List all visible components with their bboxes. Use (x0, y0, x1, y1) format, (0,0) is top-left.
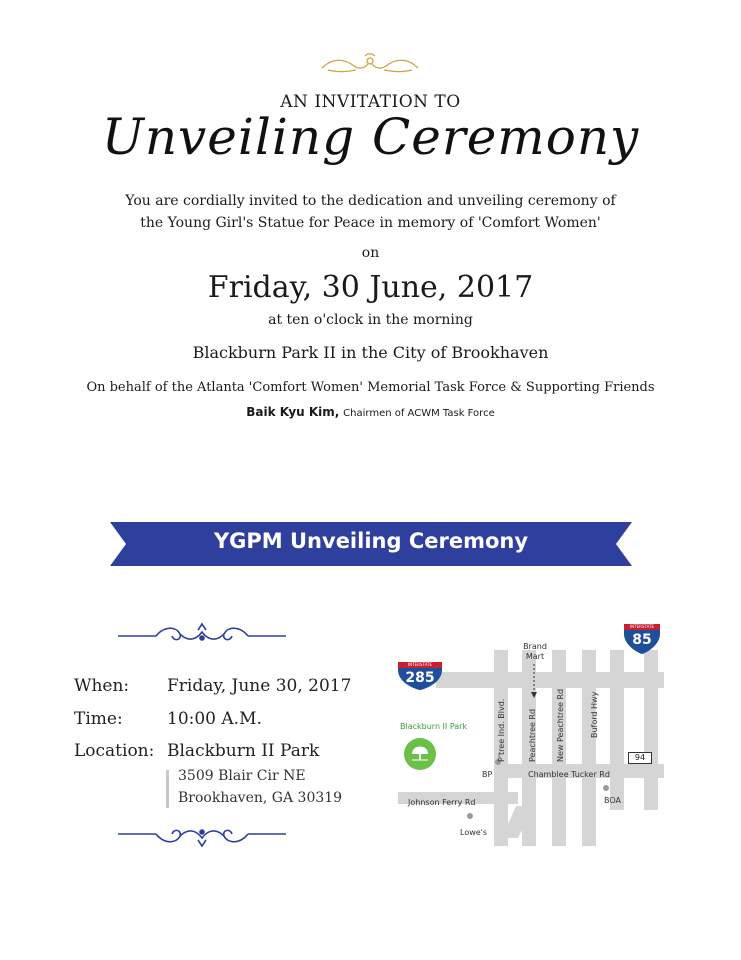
script-title: Unveiling Ceremony (101, 108, 640, 166)
shield-285-banner: INTERSTATE (408, 662, 432, 667)
invitation-line-1: You are cordially invited to the dedication and unveiling ceremony of (125, 193, 616, 209)
boa-label: BOA (604, 796, 621, 805)
event-place: Blackburn Park II in the City of Brookhaven (192, 343, 549, 362)
address-line-1: 3509 Blair Cir NE (178, 768, 306, 784)
lowes-label: Lowe's (460, 828, 488, 837)
bp-label: BP (482, 770, 493, 779)
park-map-label: Blackburn II Park (400, 722, 468, 731)
interstate-85-shield: 85 (632, 632, 652, 648)
chamblee-tucker-label: Chamblee Tucker Rd (528, 770, 610, 779)
route-94-marker: 94 (628, 752, 652, 764)
ptree-ind-label: P'tree Ind. Blvd. (497, 698, 506, 762)
interstate-285-shield: 285 (405, 670, 435, 686)
johnson-ferry-label: Johnson Ferry Rd (408, 798, 476, 807)
address-divider (166, 770, 169, 808)
when-value: Friday, June 30, 2017 (167, 676, 352, 696)
shield-85-banner: INTERSTATE (630, 624, 654, 629)
time-value: 10:00 A.M. (167, 709, 262, 729)
brand-mart-label: Brand Mart (523, 642, 547, 661)
new-peachtree-rd-label: New Peachtree Rd (556, 688, 565, 762)
signer (0, 405, 741, 419)
buford-hwy-label: Buford Hwy (590, 691, 599, 738)
invitation-heading: AN INVITATION TO (280, 92, 461, 112)
when-label: When: (74, 676, 130, 696)
location-label: Location: (74, 741, 155, 761)
address-line-2: Brookhaven, GA 30319 (178, 790, 343, 806)
signer-role: Chairmen of ACWM Task Force (343, 408, 495, 419)
signer-name: Baik Kyu Kim, (246, 405, 340, 419)
location-value: Blackburn II Park (167, 741, 320, 761)
blue-ornament-top-icon (118, 622, 286, 648)
invitation-line-2: the Young Girl's Statue for Peace in memory of 'Comfort Women' (140, 215, 601, 231)
event-time: at ten o'clock in the morning (268, 312, 473, 328)
invitation-text (0, 190, 741, 234)
on-text: on (361, 245, 380, 261)
behalf-text: On behalf of the Atlanta 'Comfort Women' Memorial Task Force & Supporting Friends (86, 380, 655, 395)
peachtree-rd-label: Peachtree Rd (528, 708, 537, 762)
blue-ornament-bottom-icon (118, 822, 286, 848)
gold-ornament-icon (318, 52, 422, 76)
event-date: Friday, 30 June, 2017 (207, 270, 534, 305)
banner-label: YGPM Unveiling Ceremony (213, 529, 529, 553)
time-label: Time: (74, 709, 123, 729)
